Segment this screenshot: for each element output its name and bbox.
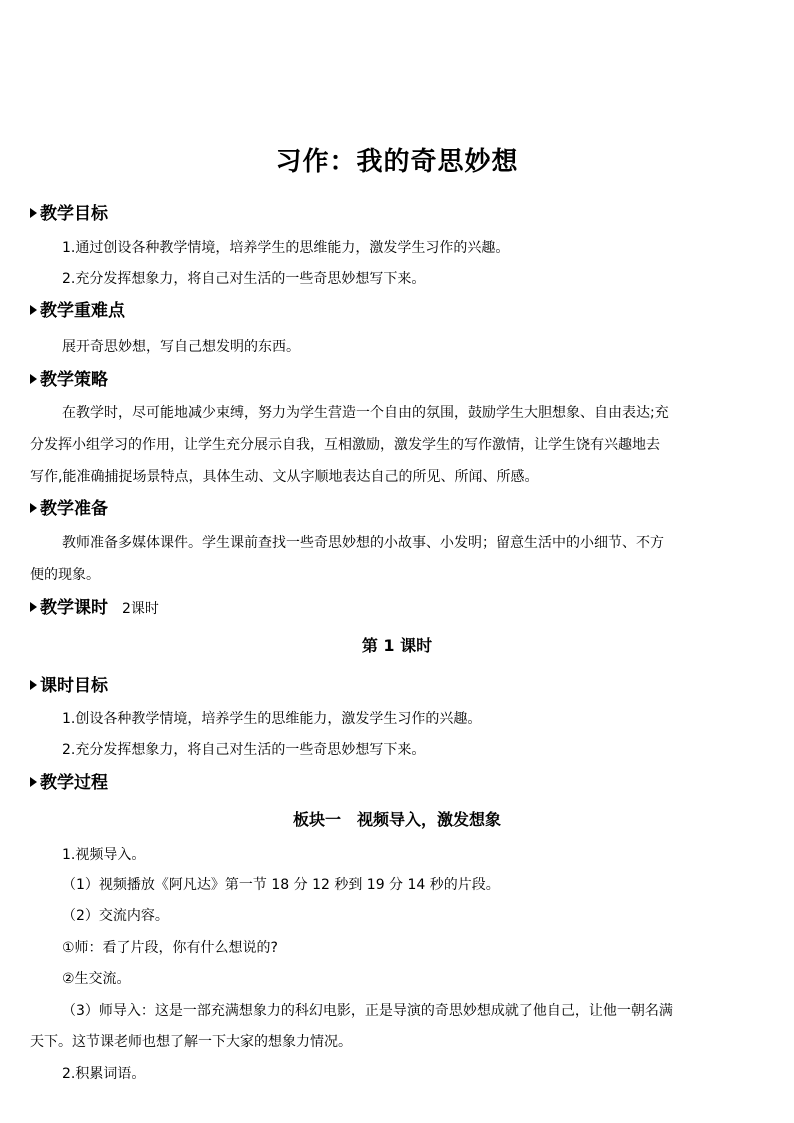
triangle-bullet-icon [30,777,37,787]
triangle-bullet-icon [30,208,37,218]
lesson-goal-1: 1.创设各种教学情境，培养学生的思维能力，激发学生习作的兴趣。 [62,711,482,727]
prep-line-1: 教师准备多媒体课件。学生课前查找一些奇思妙想的小故事、小发明；留意生活中的小细节、不方 [62,535,664,551]
heading-teaching-goals: 教学目标 [30,203,108,225]
triangle-bullet-icon [30,305,37,315]
heading-teaching-preparation: 教学准备 [30,498,108,520]
block-1-title: 板块一 视频导入，激发想象 [292,810,501,829]
strategy-line-3: 写作,能准确捕捉场景特点，具体生动、文从字顺地表达自己的所见、所闻、所感。 [30,469,539,485]
step-1-3-line-2: 天下。这节课老师也想了解一下大家的想象力情况。 [30,1034,352,1050]
key-points-text: 展开奇思妙想，写自己想发明的东西。 [62,339,300,355]
strategy-line-1: 在教学时，尽可能地减少束缚，努力为学生营造一个自由的氛围，鼓励学生大胆想象、自由表达;充 [62,405,669,421]
prep-line-2: 便的现象。 [30,567,100,583]
step-2: 2.积累词语。 [62,1066,146,1082]
triangle-bullet-icon [30,602,37,612]
heading-lesson-goals: 课时目标 [30,675,108,697]
teaching-hours-value: 2课时 [122,601,159,617]
heading-teaching-strategy: 教学策略 [30,369,108,391]
step-1-1: （1）视频播放《阿凡达》第一节 18 分 12 秒到 19 分 14 秒的片段。 [62,877,500,893]
goal-item-2: 2.充分发挥想象力，将自己对生活的一些奇思妙想写下来。 [62,271,426,287]
lesson-goal-2: 2.充分发挥想象力，将自己对生活的一些奇思妙想写下来。 [62,742,426,758]
step-1-2-a: ①师：看了片段，你有什么想说的? [62,940,278,956]
strategy-line-2: 分发挥小组学习的作用，让学生充分展示自我，互相激励，激发学生的写作激情，让学生饶有兴趣地去 [30,437,660,453]
triangle-bullet-icon [30,374,37,384]
triangle-bullet-icon [30,680,37,690]
heading-key-points: 教学重难点 [30,300,125,322]
step-1-2: （2）交流内容。 [62,908,169,924]
triangle-bullet-icon [30,503,37,513]
heading-teaching-hours: 教学课时 2课时 [30,597,159,620]
step-1: 1.视频导入。 [62,847,146,863]
lesson-1-title: 第 1 课时 [361,636,433,655]
goal-item-1: 1.通过创设各种教学情境，培养学生的思维能力，激发学生习作的兴趣。 [62,240,510,256]
step-1-3-line-1: （3）师导入：这是一部充满想象力的科幻电影，正是导演的奇思妙想成就了他自己，让他一朝名满 [62,1003,673,1019]
step-1-2-b: ②生交流。 [62,971,131,987]
heading-teaching-process: 教学过程 [30,772,108,794]
document-title: 习作：我的奇思妙想 [275,147,519,177]
